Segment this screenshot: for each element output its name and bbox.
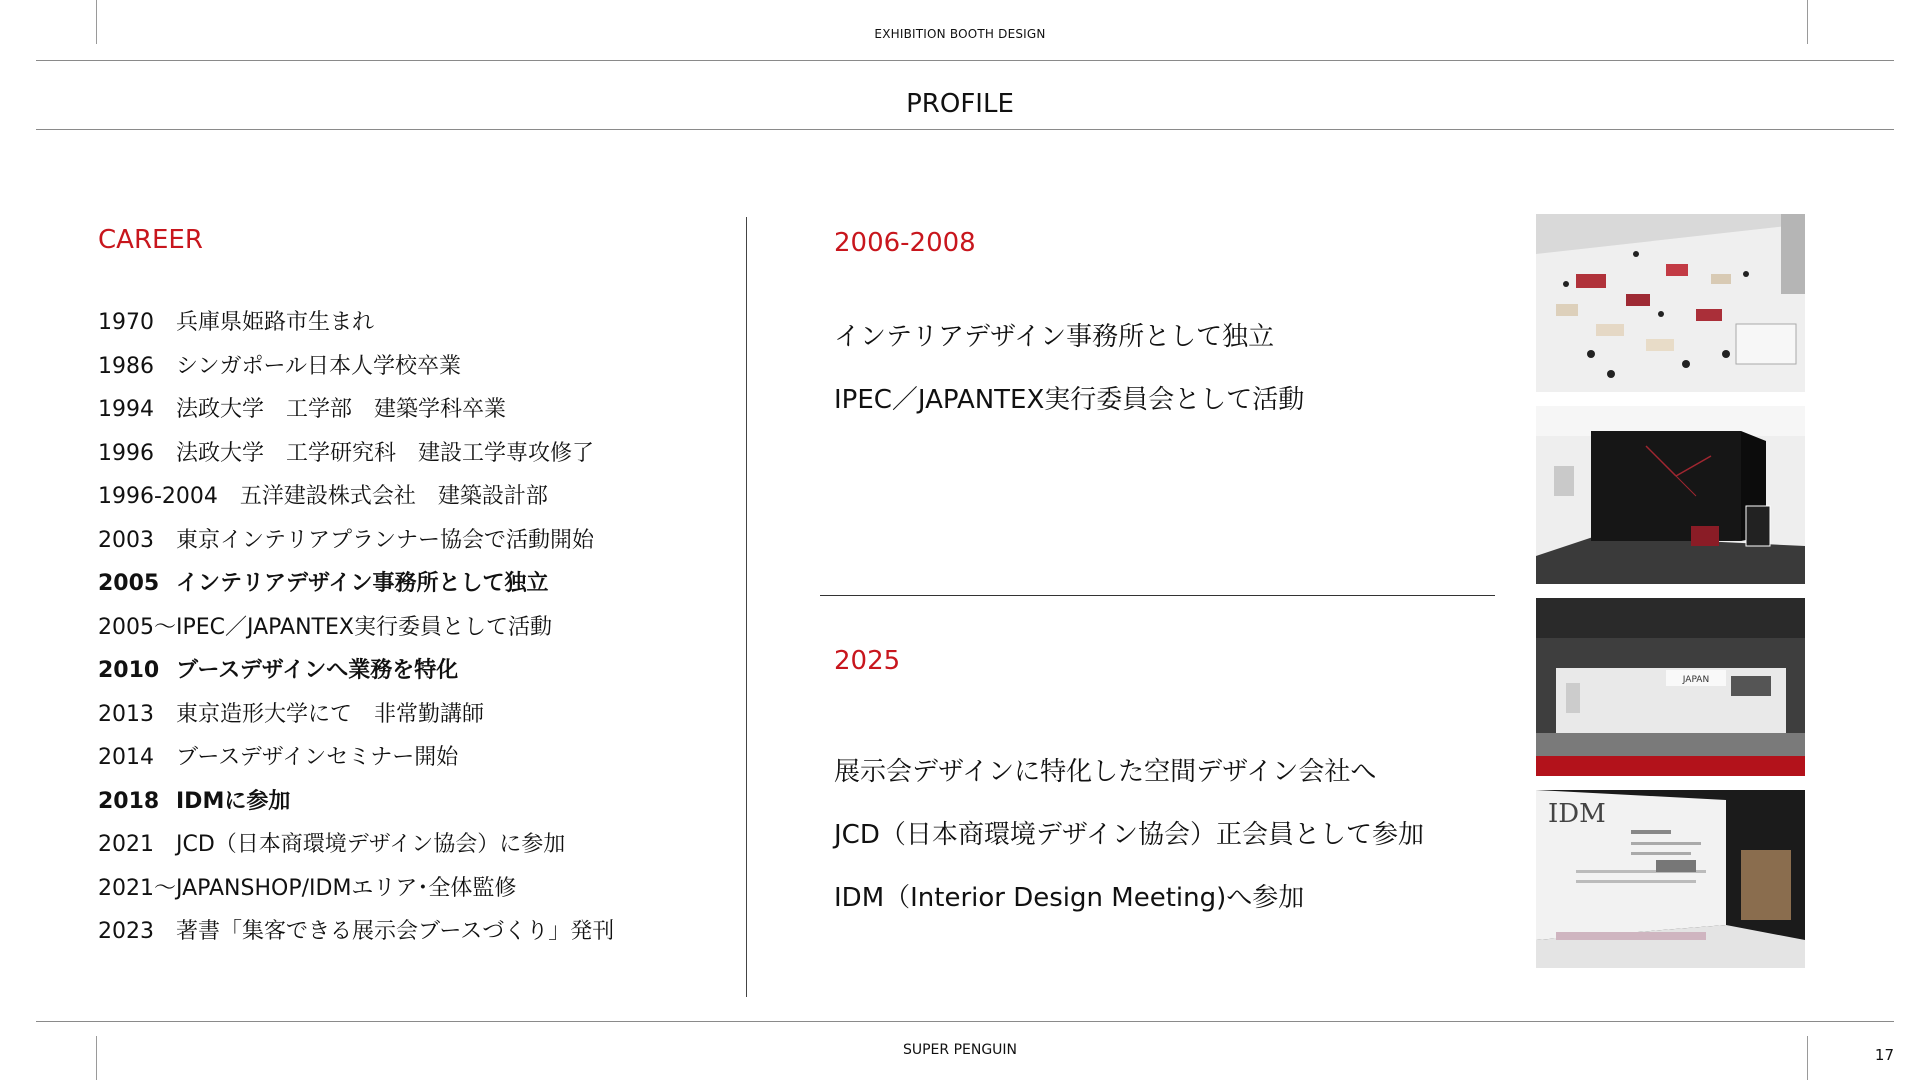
career-item bbox=[98, 871, 718, 915]
page-number: 17 bbox=[1874, 1046, 1894, 1064]
career-year: 1970 bbox=[98, 310, 154, 335]
booth-photo-aerial bbox=[1536, 214, 1805, 392]
career-year: 2018 bbox=[98, 788, 160, 814]
career-text: JAPANSHOP/IDMエリア･全体監修 bbox=[176, 875, 517, 901]
career-item bbox=[98, 349, 718, 393]
career-item bbox=[98, 566, 718, 610]
career-item bbox=[98, 784, 718, 828]
period2-line-3: IDM（Interior Design Meeting)へ参加 bbox=[834, 883, 1305, 913]
career-text: シンガポール日本人学校卒業 bbox=[176, 353, 462, 379]
career-year: 2003 bbox=[98, 527, 154, 553]
career-text: IPEC／JAPANTEX実行委員として活動 bbox=[176, 614, 552, 640]
photo-sign-text: JAPAN bbox=[1682, 675, 1710, 685]
career-text: インテリアデザイン事務所として独立 bbox=[176, 571, 549, 596]
career-year: 2010 bbox=[98, 658, 160, 683]
career-text: 東京インテリアプランナー協会で活動開始 bbox=[176, 527, 595, 553]
career-item bbox=[98, 827, 718, 871]
footer-title: SUPER PENGUIN bbox=[902, 1042, 1018, 1058]
career-item bbox=[98, 436, 718, 480]
career-item bbox=[98, 523, 718, 567]
career-item bbox=[98, 305, 718, 349]
career-text: 東京造形大学にて 非常勤講師 bbox=[176, 701, 485, 727]
career-item bbox=[98, 610, 718, 654]
period-separator bbox=[820, 595, 1495, 596]
period1-heading: 2006-2008 bbox=[834, 228, 976, 258]
period2-line-1: 展示会デザインに特化した空間デザイン会社へ bbox=[834, 757, 1377, 787]
career-text: 法政大学 工学部 建築学科卒業 bbox=[176, 397, 507, 422]
career-text: JCD（日本商環境デザイン協会）に参加 bbox=[176, 832, 566, 857]
career-year: 2005 bbox=[98, 571, 160, 596]
career-text: 著書「集客できる展示会ブースづくり」発刊 bbox=[176, 919, 615, 944]
booth-photo-japan-hall bbox=[1536, 598, 1805, 776]
career-item bbox=[98, 479, 718, 523]
career-item bbox=[98, 914, 718, 958]
period2-line-2: JCD（日本商環境デザイン協会）正会員として参加 bbox=[834, 820, 1425, 850]
career-text: 五洋建設株式会社 建築設計部 bbox=[217, 484, 548, 509]
period1-line-2: IPEC／JAPANTEX実行委員会として活動 bbox=[834, 385, 1305, 415]
career-text: ブースデザインセミナー開始 bbox=[176, 745, 459, 770]
career-year: 2021 bbox=[98, 832, 154, 857]
booth-photo-black-wall bbox=[1536, 406, 1805, 584]
career-year: 1994 bbox=[98, 397, 154, 422]
career-item bbox=[98, 653, 718, 697]
period1-line-1: インテリアデザイン事務所として独立 bbox=[834, 322, 1275, 352]
column-divider bbox=[746, 217, 747, 997]
career-year: 1996-2004 bbox=[98, 484, 218, 509]
page-title: PROFILE bbox=[906, 89, 1014, 119]
period2-heading: 2025 bbox=[834, 646, 901, 676]
career-text: ブースデザインへ業務を特化 bbox=[176, 658, 459, 683]
photo-logo-text: IDM bbox=[1548, 799, 1606, 829]
career-item bbox=[98, 697, 718, 741]
career-item bbox=[98, 740, 718, 784]
career-year: 2005〜 bbox=[98, 614, 176, 640]
career-text: 兵庫県姫路市生まれ bbox=[176, 310, 375, 335]
career-year: 2023 bbox=[98, 919, 154, 944]
career-text: IDMに参加 bbox=[176, 788, 291, 814]
header-rule-bottom bbox=[36, 129, 1894, 130]
career-year: 1996 bbox=[98, 440, 154, 466]
header-rule-top bbox=[36, 60, 1894, 61]
career-year: 2013 bbox=[98, 701, 154, 727]
career-list bbox=[98, 305, 718, 958]
career-year: 2014 bbox=[98, 745, 154, 770]
career-year: 2021〜 bbox=[98, 875, 176, 901]
header-title: EXHIBITION BOOTH DESIGN bbox=[874, 27, 1046, 41]
career-heading: CAREER bbox=[98, 225, 203, 255]
footer-rule bbox=[36, 1021, 1894, 1022]
career-text: 法政大学 工学研究科 建設工学専攻修了 bbox=[176, 440, 595, 466]
career-item bbox=[98, 392, 718, 436]
career-year: 1986 bbox=[98, 353, 154, 379]
booth-photo-idm bbox=[1536, 790, 1805, 968]
